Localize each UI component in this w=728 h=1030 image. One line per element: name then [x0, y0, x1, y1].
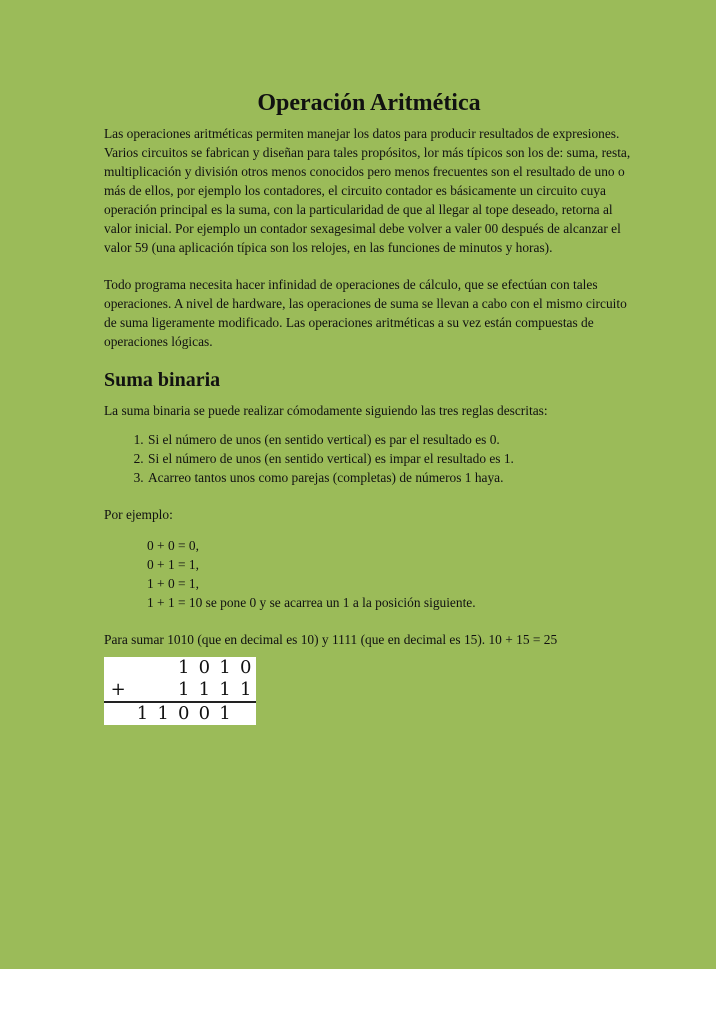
sum-cell: 1 [198, 679, 211, 700]
sum-cell: 0 [239, 657, 252, 678]
sum-row-second [104, 679, 256, 702]
sum-cell: 1 [132, 702, 153, 725]
sum-cell [132, 679, 153, 702]
document-content [104, 88, 634, 725]
section-heading: Suma binaria [104, 369, 221, 391]
rule-item: 3. Acarreo tantos unos como parejas (completas) de números 1 haya. [147, 468, 634, 487]
sum-cell: 0 [194, 702, 215, 725]
sum-cell [153, 679, 174, 702]
example-line: 0 + 1 = 1, [147, 557, 199, 572]
sum-cell [153, 657, 174, 679]
second-paragraph: Todo programa necesita hacer infinidad de operaciones de cálculo, que se efectúan con tales operaciones. A nivel de hardware, las operaciones de suma se llevan a cabo con el mismo circuito de suma ligeramente modificado. Las operaciones aritméticas a su vez están compuestas de operaciones lógicas. [104, 277, 627, 349]
sum-cell: 1 [219, 657, 231, 678]
binary-sum-table [104, 657, 256, 725]
sum-cell: 1 [178, 679, 190, 700]
sum-cell: 1 [178, 657, 190, 678]
example-line: 0 + 0 = 0, [147, 538, 199, 553]
sum-row-result [104, 702, 256, 725]
examples-block [147, 536, 634, 612]
sum-cell [104, 657, 132, 679]
sum-cell: 0 [198, 657, 211, 678]
sum-cell [132, 657, 153, 679]
sum-row-first [104, 657, 256, 679]
example-line: 1 + 1 = 10 se pone 0 y se acarrea un 1 a la posición siguiente. [147, 595, 476, 610]
page-title: Operación Aritmética [257, 90, 481, 116]
sum-cell: 0 [173, 702, 194, 725]
sum-cell: 1 [153, 702, 174, 725]
intro-paragraph: Las operaciones aritméticas permiten manejar los datos para producir resultados de expresiones. Varios circuitos se fabrican y diseñan para tales propósitos, lor más típicos son los de: suma, resta, multiplicación y división otros menos conocidos pero menos frecuentes son el resultado de uno o más de ellos, por ejemplo los contadores, el circuito contador es básicamente un circuito cuya operación principal es la suma, con la particularidad de que al llegar al tope deseado, retorna al valor inicial. Por ejemplo un contador sexagesimal debe volver a valer 00 después de alcanzar el valor 59 (una aplicación típica son los relojes, en las funciones de minutos y horas). [104, 126, 631, 255]
example-label: Por ejemplo: [104, 507, 173, 522]
rules-list [104, 430, 634, 487]
sum-cell [104, 702, 132, 725]
plus-sign: + [110, 679, 126, 700]
rule-item: 1. Si el número de unos (en sentido vertical) es par el resultado es 0. [147, 430, 634, 449]
sum-sentence: Para sumar 1010 (que en decimal es 10) y 1111 (que en decimal es 15). 10 + 15 = 25 [104, 632, 558, 647]
sum-cell: 1 [219, 679, 231, 700]
sum-cell [235, 702, 256, 725]
section-intro: La suma binaria se puede realizar cómodamente siguiendo las tres reglas descritas: [104, 403, 548, 418]
sum-cell: 1 [215, 702, 236, 725]
example-line: 1 + 0 = 1, [147, 576, 199, 591]
sum-cell: 1 [239, 679, 252, 700]
rule-item: 2. Si el número de unos (en sentido vertical) es impar el resultado es 1. [147, 449, 634, 468]
